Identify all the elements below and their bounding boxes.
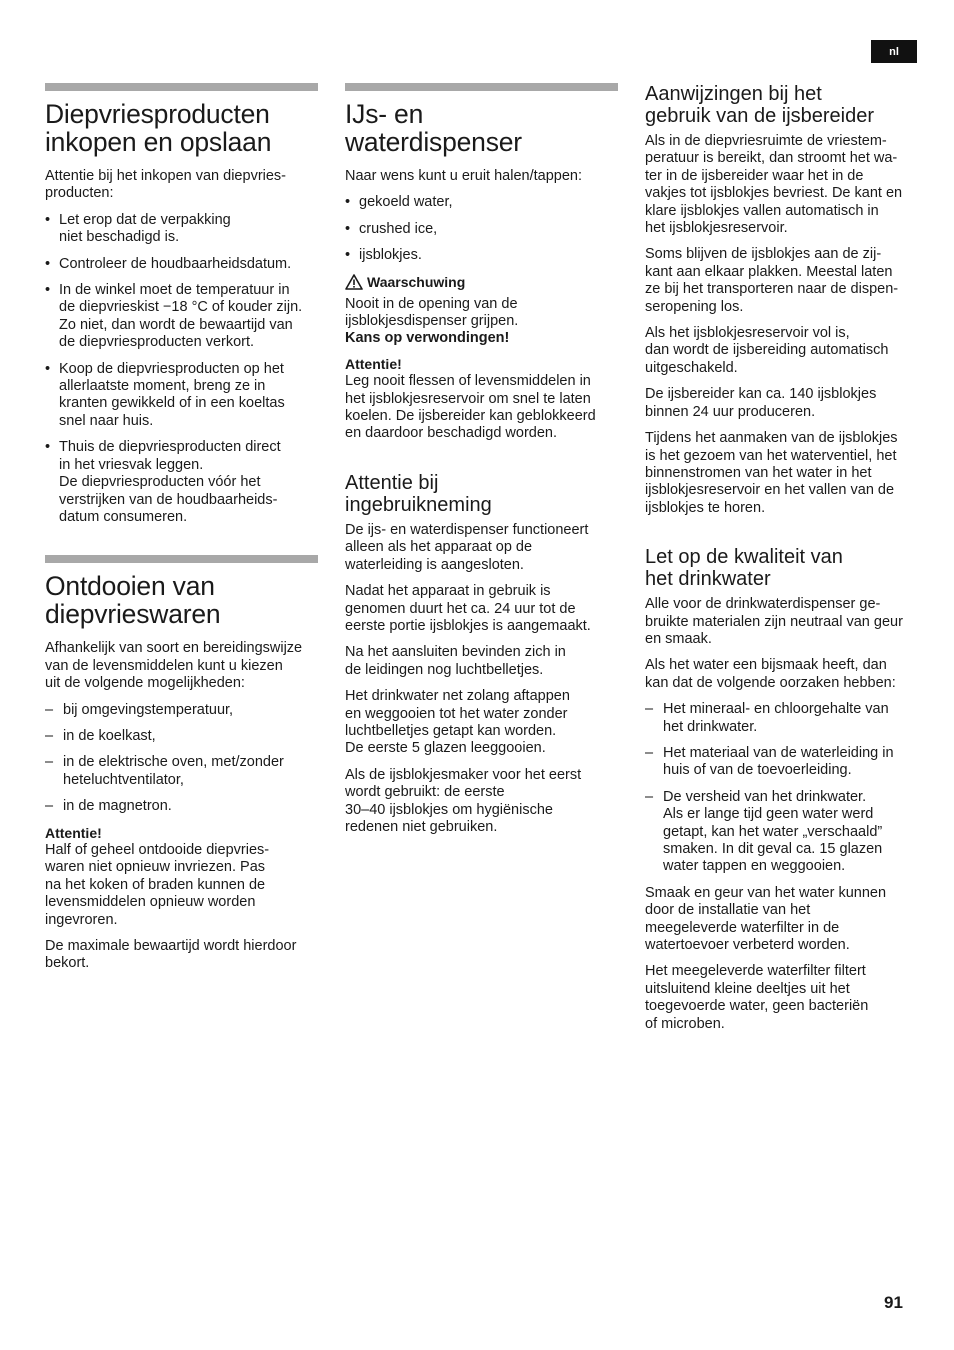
list-item: • ijsblokjes. — [345, 247, 618, 264]
paragraph: Alle voor de drinkwaterdispenser ge- bruikte materialen zijn neutraal van geur en smaak. — [645, 596, 903, 647]
paragraph: Het drinkwater net zolang aftappen en weggooien tot het water zonder luchtbelletjes getapt kan worden. De eerste 5 glazen leeggooien. — [345, 688, 570, 757]
paragraph: De ijsbereider kan ca. 140 ijsblokjes binnen 24 uur produceren. — [645, 386, 877, 420]
language-tab: nl — [871, 40, 917, 63]
section-rule — [345, 83, 618, 91]
section-title-buying: Diepvriesproducten inkopen en opslaan — [45, 99, 272, 157]
list-item: • gekoeld water, — [345, 194, 618, 211]
warning-triangle-icon — [345, 274, 363, 290]
attention-label: Attentie! — [345, 355, 402, 372]
section-rule — [45, 83, 318, 91]
list-item: – in de koelkast, — [45, 728, 318, 745]
paragraph: Nadat het apparaat in gebruik is genomen duurt het ca. 24 uur tot de eerste portie ijsblokjes is aangemaakt. — [345, 583, 591, 634]
column-2 — [345, 83, 618, 845]
list-item: • Controleer de houdbaarheidsdatum. — [45, 256, 318, 273]
list-item: • Thuis de diepvriesproducten direct in het vriesvak leggen. De diepvriesproducten vóór het verstrijken van de houdbaarheids- datum consumeren. — [45, 439, 318, 526]
warning-bold: Kans op verwondingen! — [345, 330, 510, 347]
paragraph: Soms blijven de ijsblokjes aan de zij- kant aan elkaar plakken. Meestal laten ze bij het transporteren naar de dispen- seropening los. — [645, 246, 899, 315]
subsection-title-water-quality: Let op de kwaliteit van het drinkwater — [645, 546, 843, 591]
warning-text: Nooit in de opening van de ijsblokjesdispenser grijpen. Kans op verwondingen! — [345, 295, 519, 347]
page-number: 91 — [884, 1293, 903, 1312]
attention-text: Leg nooit flessen of levensmiddelen in het ijsblokjesreservoir om snel te laten koelen. De ijsbereider kan geblokkeerd en daardoor beschadigd worden. — [345, 373, 596, 442]
paragraph: Het meegeleverde waterfilter filtert uitsluitend kleine deeltjes uit het toegevoerde water, geen bacteriën of microben. — [645, 963, 869, 1032]
list-item: – in de elektrische oven, met/zonder heteluchtventilator, — [45, 754, 318, 789]
dispenser-options-list — [345, 194, 618, 264]
list-item: – bij omgevingstemperatuur, — [45, 702, 318, 719]
paragraph: Als de ijsblokjesmaker voor het eerst wordt gebruikt: de eerste 30–40 ijsblokjes om hygiënische redenen niet gebruiken. — [345, 766, 582, 835]
section-title-icemaker: Aanwijzingen bij het gebruik van de ijsbereider — [645, 83, 875, 127]
intro-text: Naar wens kunt u eruit halen/tappen: — [345, 168, 582, 184]
attention-label: Attentie! — [45, 824, 102, 841]
buying-list — [45, 212, 318, 527]
paragraph: Als in de diepvriesruimte de vriestem- peratuur is bereikt, dan stroomt het wa- ter in de ijsbereider waar het in de vakjes tot ijsblokjes bevriest. De kant en klare ijsblokjes vallen automatisch in het ijsblokjesreservoir. — [645, 133, 903, 237]
attention-text: Half of geheel ontdooide diepvries- waren niet opnieuw invriezen. Pas na het koken of braden kunnen de levensmiddelen opnieuw worden ingevroren. — [45, 841, 270, 928]
section-rule — [45, 555, 318, 563]
paragraph: De ijs- en waterdispenser functioneert alleen als het apparaat op de waterleiding is aangesloten. — [345, 521, 589, 573]
column-3 — [645, 83, 918, 1042]
taste-causes-list — [645, 701, 918, 876]
section-title-defrosting: Ontdooien van diepvrieswaren — [45, 571, 221, 630]
subsection-title-first-use: Attentie bij ingebruikneming — [345, 471, 492, 516]
list-item: • Koop de diepvriesproducten op het allerlaatste moment, breng ze in kranten gewikkeld of in een koeltas snel naar huis. — [45, 361, 318, 431]
list-item: – Het mineraal- en chloorgehalte van het drinkwater. — [645, 701, 918, 736]
defrost-options-list — [45, 702, 318, 816]
list-item: • Let erop dat de verpakking niet beschadigd is. — [45, 212, 318, 247]
list-item: • crushed ice, — [345, 221, 618, 238]
warning-heading: Waarschuwing — [345, 274, 618, 290]
list-item: • In de winkel moet de temperatuur in de diepvrieskist −18 °C of kouder zijn. Zo niet, dan wordt de bewaartijd van de diepvriesproducten verkort. — [45, 282, 318, 352]
paragraph: De maximale bewaartijd wordt hierdoor bekort. — [45, 938, 297, 972]
column-1 — [45, 83, 318, 982]
paragraph: Als het ijsblokjesreservoir vol is, dan wordt de ijsbereiding automatisch uitgeschakeld. — [645, 325, 889, 376]
intro-text: Attentie bij het inkopen van diepvries- producten: — [45, 168, 287, 202]
paragraph: Als het water een bijsmaak heeft, dan kan dat de volgende oorzaken hebben: — [645, 657, 896, 691]
paragraph: Smaak en geur van het water kunnen door de installatie van het meegeleverde waterfilter in de watertoevoer verbeterd worden. — [645, 884, 887, 954]
paragraph: Tijdens het aanmaken van de ijsblokjes is het gezoem van het waterventiel, het binnenstromen van het water in het ijsblokjesreservoir en het vallen van de ijsblokjes te horen. — [645, 430, 898, 516]
list-item: – in de magnetron. — [45, 798, 318, 815]
section-title-dispenser: IJs- en waterdispenser — [345, 99, 522, 157]
list-item: – De versheid van het drinkwater. Als er lange tijd geen water werd getapt, kan het water „verschaald” smaken. In dit geval ca. 15 glazen water tappen en weggooien. — [645, 789, 918, 876]
list-item: – Het materiaal van de waterleiding in huis of van de toevoerleiding. — [645, 745, 918, 780]
paragraph: Afhankelijk van soort en bereidingswijze van de levensmiddelen kunt u kiezen uit de volgende mogelijkheden: — [45, 640, 303, 692]
paragraph: Na het aansluiten bevinden zich in de leidingen nog luchtbelletjes. — [345, 644, 566, 678]
